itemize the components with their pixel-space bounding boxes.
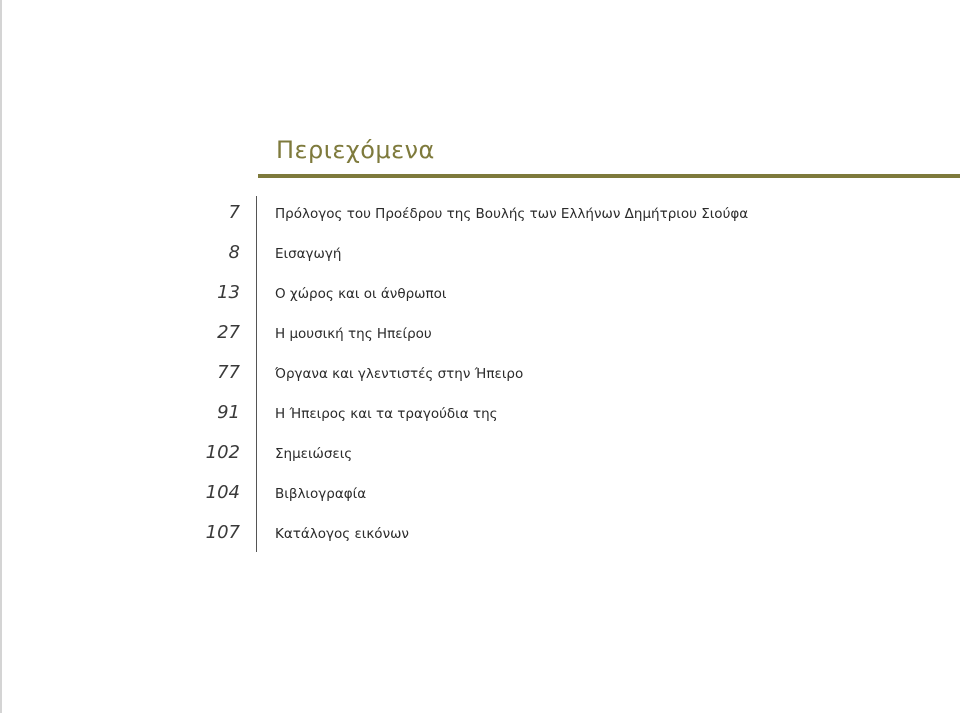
- toc-entry-title: Βιβλιογραφία: [275, 486, 367, 502]
- toc-entry[interactable]: [0, 236, 960, 276]
- toc-entry[interactable]: [0, 476, 960, 516]
- toc-page-number: 107: [205, 522, 240, 543]
- toc-entry-title: Εισαγωγή: [275, 246, 342, 262]
- toc-entry[interactable]: [0, 516, 960, 556]
- toc-page-number: 102: [205, 442, 240, 463]
- toc-entry-title: Η μουσική της Ηπείρου: [275, 326, 432, 342]
- toc-page-number: 91: [217, 402, 240, 423]
- toc-entry-title: Ο χώρος και οι άνθρωποι: [275, 286, 447, 302]
- toc-page-number: 77: [217, 362, 240, 383]
- toc-page-number: 27: [217, 322, 240, 343]
- toc-entry[interactable]: [0, 276, 960, 316]
- toc-entry-title: Η Ήπειρος και τα τραγούδια της: [275, 406, 498, 422]
- title-underline-rule: [258, 174, 960, 178]
- toc-entry-title: Σημειώσεις: [275, 446, 353, 462]
- toc-entry[interactable]: [0, 356, 960, 396]
- toc-page-number: 8: [228, 242, 240, 263]
- toc-page-number: 7: [228, 202, 240, 223]
- toc-entry-title: Όργανα και γλεντιστές στην Ήπειρο: [275, 366, 524, 382]
- page-title: Περιεχόμενα: [276, 136, 435, 164]
- toc-entry-title: Κατάλογος εικόνων: [275, 526, 409, 542]
- toc-entry[interactable]: [0, 316, 960, 356]
- toc-entry[interactable]: [0, 436, 960, 476]
- toc-entry[interactable]: [0, 196, 960, 236]
- toc-entry-title: Πρόλογος του Προέδρου της Βουλής των Ελλήνων Δημήτριου Σιούφα: [275, 206, 749, 222]
- toc-page-number: 104: [205, 482, 240, 503]
- table-of-contents: [0, 196, 960, 556]
- toc-entry[interactable]: [0, 396, 960, 436]
- toc-page-number: 13: [217, 282, 240, 303]
